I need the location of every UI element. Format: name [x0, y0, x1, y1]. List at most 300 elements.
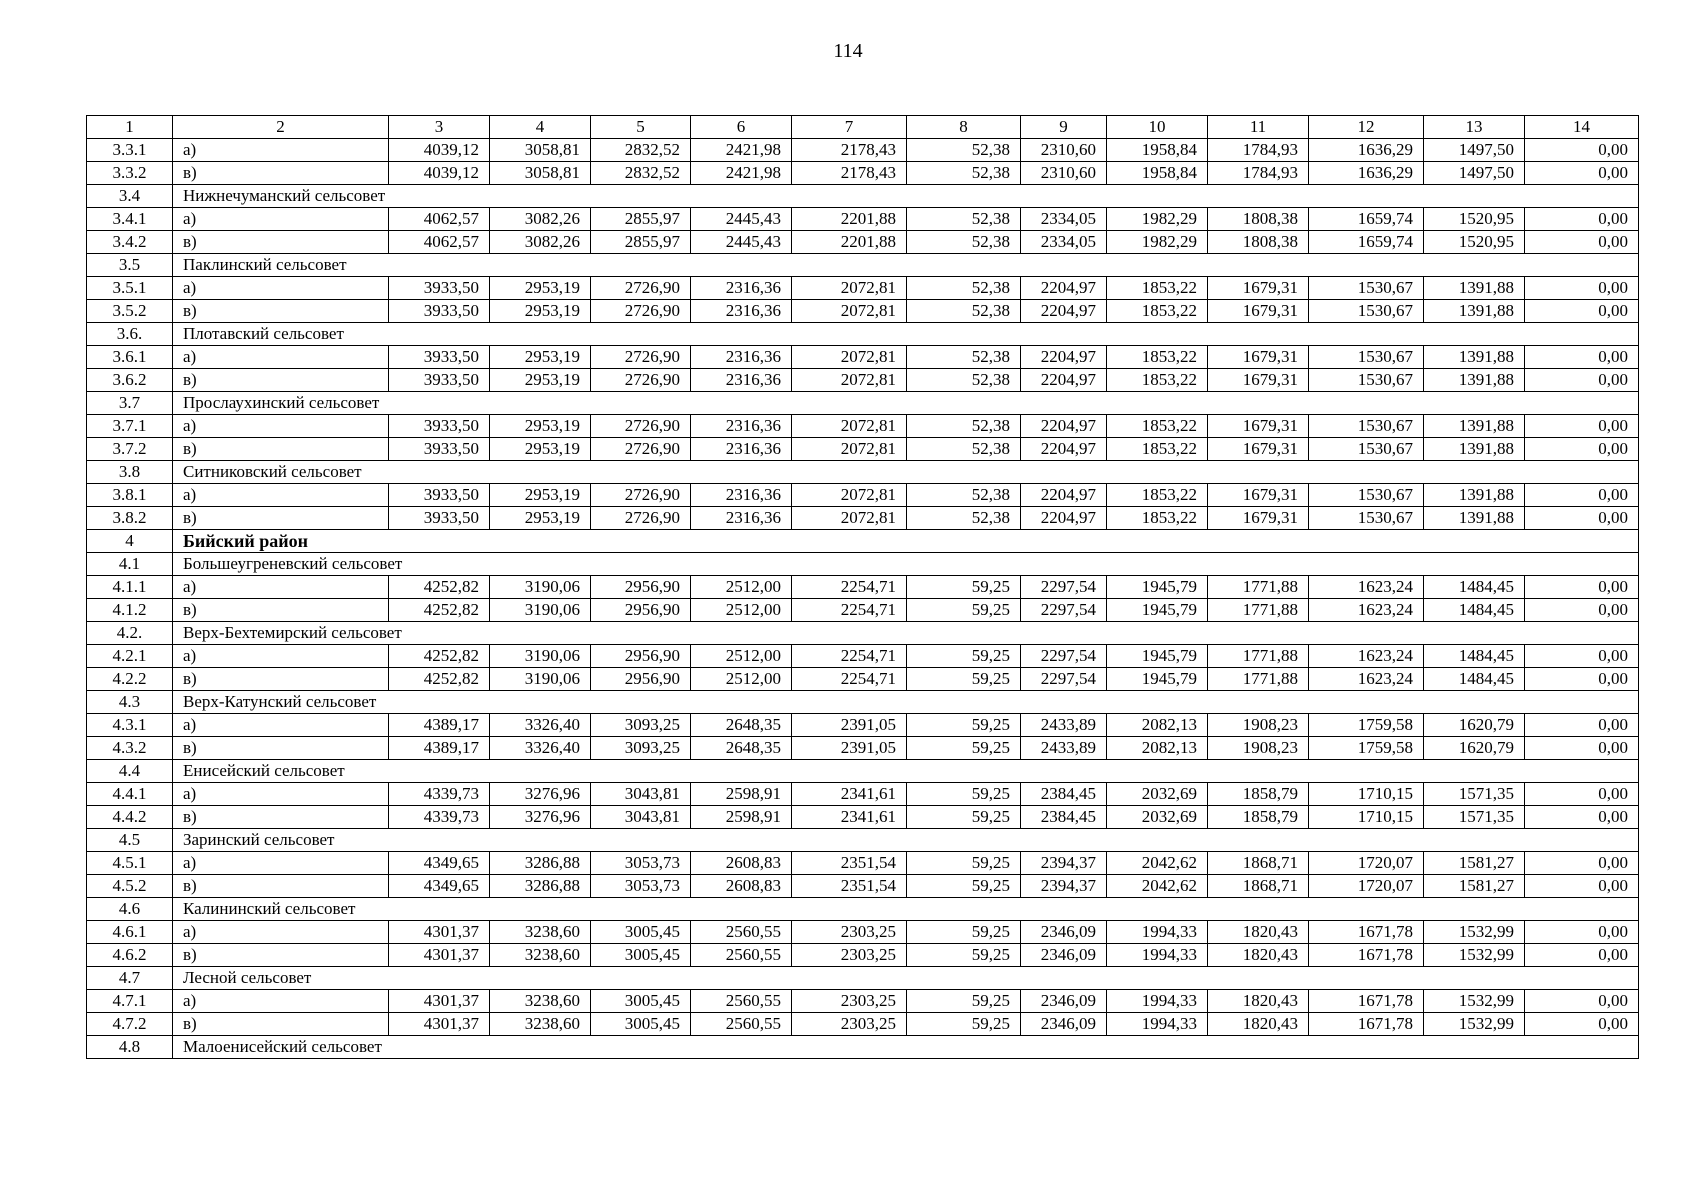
table-row — [87, 300, 1639, 323]
value-cell: 3276,96 — [490, 806, 591, 829]
value-cell: 2726,90 — [591, 415, 691, 438]
value-cell: 3043,81 — [591, 783, 691, 806]
value-cell: 4301,37 — [389, 1013, 490, 1036]
value-cell: 0,00 — [1525, 208, 1639, 231]
value-cell: 1391,88 — [1424, 507, 1525, 530]
value-cell: 2297,54 — [1021, 576, 1107, 599]
value-cell: 1720,07 — [1309, 852, 1424, 875]
value-cell: 1391,88 — [1424, 346, 1525, 369]
value-cell: 1532,99 — [1424, 944, 1525, 967]
value-cell: 59,25 — [907, 921, 1021, 944]
value-cell: 3093,25 — [591, 714, 691, 737]
value-cell: 0,00 — [1525, 231, 1639, 254]
value-cell: 3238,60 — [490, 921, 591, 944]
value-cell: 2384,45 — [1021, 806, 1107, 829]
value-cell: 2072,81 — [792, 507, 907, 530]
value-cell: 4301,37 — [389, 990, 490, 1013]
section-row — [87, 967, 1639, 990]
value-cell: 2953,19 — [490, 484, 591, 507]
value-cell: 1945,79 — [1107, 576, 1208, 599]
value-cell: 3933,50 — [389, 507, 490, 530]
table-row — [87, 806, 1639, 829]
row-label: в) — [173, 944, 389, 967]
value-cell: 1623,24 — [1309, 668, 1424, 691]
value-cell: 2512,00 — [691, 576, 792, 599]
value-cell: 2201,88 — [792, 208, 907, 231]
value-cell: 0,00 — [1525, 576, 1639, 599]
table-row — [87, 599, 1639, 622]
value-cell: 0,00 — [1525, 668, 1639, 691]
value-cell: 2953,19 — [490, 277, 591, 300]
value-cell: 52,38 — [907, 346, 1021, 369]
value-cell: 1994,33 — [1107, 1013, 1208, 1036]
value-cell: 2204,97 — [1021, 277, 1107, 300]
value-cell: 1994,33 — [1107, 990, 1208, 1013]
value-cell: 4252,82 — [389, 599, 490, 622]
value-cell: 2956,90 — [591, 668, 691, 691]
value-cell: 0,00 — [1525, 346, 1639, 369]
row-label: в) — [173, 162, 389, 185]
value-cell: 3005,45 — [591, 1013, 691, 1036]
value-cell: 1636,29 — [1309, 162, 1424, 185]
value-cell: 2560,55 — [691, 921, 792, 944]
value-cell: 1659,74 — [1309, 208, 1424, 231]
value-cell: 1671,78 — [1309, 921, 1424, 944]
value-cell: 4252,82 — [389, 645, 490, 668]
value-cell: 1391,88 — [1424, 300, 1525, 323]
value-cell: 52,38 — [907, 277, 1021, 300]
value-cell: 2201,88 — [792, 231, 907, 254]
value-cell: 2726,90 — [591, 346, 691, 369]
value-cell: 2953,19 — [490, 300, 591, 323]
value-cell: 0,00 — [1525, 783, 1639, 806]
value-cell: 1771,88 — [1208, 599, 1309, 622]
row-number: 3.5.2 — [87, 300, 173, 323]
value-cell: 59,25 — [907, 599, 1021, 622]
value-cell: 59,25 — [907, 990, 1021, 1013]
value-cell: 52,38 — [907, 139, 1021, 162]
value-cell: 2254,71 — [792, 668, 907, 691]
value-cell: 59,25 — [907, 668, 1021, 691]
section-row — [87, 461, 1639, 484]
value-cell: 0,00 — [1525, 645, 1639, 668]
value-cell: 1853,22 — [1107, 484, 1208, 507]
row-label: а) — [173, 277, 389, 300]
value-cell: 2297,54 — [1021, 599, 1107, 622]
value-cell: 2421,98 — [691, 162, 792, 185]
row-label: а) — [173, 346, 389, 369]
section-name: Заринский сельсовет — [173, 829, 1639, 852]
value-cell: 2956,90 — [591, 599, 691, 622]
row-number: 3.3.2 — [87, 162, 173, 185]
row-number: 3.5.1 — [87, 277, 173, 300]
row-number: 3.6.1 — [87, 346, 173, 369]
row-number: 4.2.1 — [87, 645, 173, 668]
value-cell: 2953,19 — [490, 507, 591, 530]
value-cell: 1808,38 — [1208, 231, 1309, 254]
table-row — [87, 944, 1639, 967]
value-cell: 4252,82 — [389, 668, 490, 691]
value-cell: 1820,43 — [1208, 921, 1309, 944]
value-cell: 2178,43 — [792, 162, 907, 185]
value-cell: 2316,36 — [691, 484, 792, 507]
value-cell: 3058,81 — [490, 162, 591, 185]
row-label: а) — [173, 990, 389, 1013]
value-cell: 2204,97 — [1021, 484, 1107, 507]
value-cell: 2512,00 — [691, 668, 792, 691]
value-cell: 0,00 — [1525, 507, 1639, 530]
value-cell: 2560,55 — [691, 1013, 792, 1036]
value-cell: 3933,50 — [389, 369, 490, 392]
value-cell: 1853,22 — [1107, 369, 1208, 392]
value-cell: 1858,79 — [1208, 783, 1309, 806]
table-row — [87, 369, 1639, 392]
value-cell: 3190,06 — [490, 645, 591, 668]
row-label: в) — [173, 875, 389, 898]
value-cell: 0,00 — [1525, 921, 1639, 944]
value-cell: 1532,99 — [1424, 990, 1525, 1013]
value-cell: 1994,33 — [1107, 944, 1208, 967]
table-row — [87, 484, 1639, 507]
value-cell: 4389,17 — [389, 714, 490, 737]
value-cell: 0,00 — [1525, 438, 1639, 461]
section-row — [87, 691, 1639, 714]
value-cell: 2445,43 — [691, 208, 792, 231]
value-cell: 2072,81 — [792, 346, 907, 369]
value-cell: 2433,89 — [1021, 737, 1107, 760]
value-cell: 4349,65 — [389, 852, 490, 875]
value-cell: 2726,90 — [591, 507, 691, 530]
value-cell: 4039,12 — [389, 162, 490, 185]
row-number: 3.4 — [87, 185, 173, 208]
value-cell: 1784,93 — [1208, 139, 1309, 162]
page-number: 114 — [833, 40, 863, 62]
section-row — [87, 760, 1639, 783]
row-number: 4.7.1 — [87, 990, 173, 1013]
value-cell: 1484,45 — [1424, 645, 1525, 668]
value-cell: 0,00 — [1525, 599, 1639, 622]
value-cell: 2204,97 — [1021, 438, 1107, 461]
value-cell: 1497,50 — [1424, 139, 1525, 162]
row-number: 3.4.1 — [87, 208, 173, 231]
value-cell: 1532,99 — [1424, 1013, 1525, 1036]
value-cell: 2445,43 — [691, 231, 792, 254]
value-cell: 2512,00 — [691, 599, 792, 622]
row-label: в) — [173, 300, 389, 323]
value-cell: 4062,57 — [389, 208, 490, 231]
value-cell: 2316,36 — [691, 346, 792, 369]
value-cell: 2072,81 — [792, 438, 907, 461]
tariff-table — [86, 115, 1639, 1059]
value-cell: 2394,37 — [1021, 875, 1107, 898]
value-cell: 1710,15 — [1309, 806, 1424, 829]
row-number: 4.5.1 — [87, 852, 173, 875]
row-number: 4.3.1 — [87, 714, 173, 737]
value-cell: 4062,57 — [389, 231, 490, 254]
table-row — [87, 875, 1639, 898]
value-cell: 59,25 — [907, 852, 1021, 875]
value-cell: 2512,00 — [691, 645, 792, 668]
value-cell: 1679,31 — [1208, 415, 1309, 438]
value-cell: 2608,83 — [691, 875, 792, 898]
value-cell: 1808,38 — [1208, 208, 1309, 231]
column-header: 11 — [1208, 116, 1309, 139]
value-cell: 2032,69 — [1107, 783, 1208, 806]
row-number: 3.5 — [87, 254, 173, 277]
column-header: 12 — [1309, 116, 1424, 139]
value-cell: 1520,95 — [1424, 231, 1525, 254]
value-cell: 1853,22 — [1107, 507, 1208, 530]
value-cell: 2254,71 — [792, 599, 907, 622]
row-number: 4 — [87, 530, 173, 553]
table-row — [87, 783, 1639, 806]
value-cell: 2391,05 — [792, 737, 907, 760]
value-cell: 2204,97 — [1021, 346, 1107, 369]
value-cell: 1530,67 — [1309, 438, 1424, 461]
value-cell: 2726,90 — [591, 277, 691, 300]
value-cell: 2351,54 — [792, 875, 907, 898]
table-row — [87, 990, 1639, 1013]
value-cell: 1945,79 — [1107, 668, 1208, 691]
value-cell: 1391,88 — [1424, 438, 1525, 461]
value-cell: 2204,97 — [1021, 415, 1107, 438]
value-cell: 1868,71 — [1208, 875, 1309, 898]
value-cell: 2303,25 — [792, 990, 907, 1013]
value-cell: 3326,40 — [490, 714, 591, 737]
value-cell: 0,00 — [1525, 714, 1639, 737]
value-cell: 52,38 — [907, 484, 1021, 507]
value-cell: 2303,25 — [792, 944, 907, 967]
value-cell: 1532,99 — [1424, 921, 1525, 944]
value-cell: 3005,45 — [591, 944, 691, 967]
column-header: 10 — [1107, 116, 1208, 139]
value-cell: 4039,12 — [389, 139, 490, 162]
row-number: 3.3.1 — [87, 139, 173, 162]
section-name: Малоенисейский сельсовет — [173, 1036, 1639, 1059]
section-row — [87, 898, 1639, 921]
value-cell: 2346,09 — [1021, 1013, 1107, 1036]
value-cell: 2648,35 — [691, 714, 792, 737]
column-header: 13 — [1424, 116, 1525, 139]
value-cell: 1958,84 — [1107, 162, 1208, 185]
value-cell: 59,25 — [907, 783, 1021, 806]
row-number: 4.5.2 — [87, 875, 173, 898]
district-name: Бийский район — [173, 530, 1639, 553]
value-cell: 3190,06 — [490, 576, 591, 599]
value-cell: 1659,74 — [1309, 231, 1424, 254]
value-cell: 52,38 — [907, 369, 1021, 392]
value-cell: 1945,79 — [1107, 645, 1208, 668]
value-cell: 1679,31 — [1208, 484, 1309, 507]
value-cell: 3238,60 — [490, 1013, 591, 1036]
row-number: 3.8.2 — [87, 507, 173, 530]
value-cell: 2726,90 — [591, 300, 691, 323]
table-row — [87, 162, 1639, 185]
value-cell: 3058,81 — [490, 139, 591, 162]
section-name: Плотавский сельсовет — [173, 323, 1639, 346]
value-cell: 3933,50 — [389, 300, 490, 323]
row-label: в) — [173, 668, 389, 691]
value-cell: 1784,93 — [1208, 162, 1309, 185]
value-cell: 1679,31 — [1208, 277, 1309, 300]
row-label: а) — [173, 714, 389, 737]
table-row — [87, 507, 1639, 530]
value-cell: 1671,78 — [1309, 944, 1424, 967]
row-number: 4.3.2 — [87, 737, 173, 760]
column-header: 1 — [87, 116, 173, 139]
value-cell: 3238,60 — [490, 944, 591, 967]
value-cell: 3286,88 — [490, 875, 591, 898]
value-cell: 0,00 — [1525, 162, 1639, 185]
value-cell: 1636,29 — [1309, 139, 1424, 162]
value-cell: 1530,67 — [1309, 415, 1424, 438]
section-name: Енисейский сельсовет — [173, 760, 1639, 783]
section-row — [87, 323, 1639, 346]
row-number: 3.7 — [87, 392, 173, 415]
column-header: 14 — [1525, 116, 1639, 139]
value-cell: 2334,05 — [1021, 231, 1107, 254]
value-cell: 2178,43 — [792, 139, 907, 162]
row-label: в) — [173, 438, 389, 461]
value-cell: 1484,45 — [1424, 576, 1525, 599]
value-cell: 2303,25 — [792, 921, 907, 944]
value-cell: 4339,73 — [389, 783, 490, 806]
value-cell: 2316,36 — [691, 438, 792, 461]
value-cell: 2832,52 — [591, 162, 691, 185]
value-cell: 2346,09 — [1021, 921, 1107, 944]
section-name: Ситниковский сельсовет — [173, 461, 1639, 484]
row-label: а) — [173, 576, 389, 599]
column-header: 4 — [490, 116, 591, 139]
value-cell: 2598,91 — [691, 783, 792, 806]
value-cell: 1391,88 — [1424, 277, 1525, 300]
value-cell: 2726,90 — [591, 438, 691, 461]
row-label: а) — [173, 139, 389, 162]
value-cell: 2391,05 — [792, 714, 907, 737]
value-cell: 1391,88 — [1424, 484, 1525, 507]
value-cell: 59,25 — [907, 944, 1021, 967]
section-row — [87, 185, 1639, 208]
row-number: 4.7 — [87, 967, 173, 990]
value-cell: 1853,22 — [1107, 277, 1208, 300]
value-cell: 2297,54 — [1021, 645, 1107, 668]
section-name: Лесной сельсовет — [173, 967, 1639, 990]
value-cell: 59,25 — [907, 645, 1021, 668]
row-label: в) — [173, 231, 389, 254]
table-row — [87, 346, 1639, 369]
value-cell: 2072,81 — [792, 300, 907, 323]
value-cell: 1671,78 — [1309, 990, 1424, 1013]
value-cell: 2042,62 — [1107, 852, 1208, 875]
value-cell: 2433,89 — [1021, 714, 1107, 737]
value-cell: 1908,23 — [1208, 714, 1309, 737]
value-cell: 0,00 — [1525, 300, 1639, 323]
row-label: в) — [173, 507, 389, 530]
value-cell: 2394,37 — [1021, 852, 1107, 875]
row-number: 4.1 — [87, 553, 173, 576]
value-cell: 1982,29 — [1107, 208, 1208, 231]
section-name: Верх-Катунский сельсовет — [173, 691, 1639, 714]
section-row — [87, 553, 1639, 576]
value-cell: 2956,90 — [591, 576, 691, 599]
value-cell: 1484,45 — [1424, 668, 1525, 691]
value-cell: 0,00 — [1525, 806, 1639, 829]
value-cell: 1771,88 — [1208, 576, 1309, 599]
row-number: 3.8 — [87, 461, 173, 484]
row-number: 4.4 — [87, 760, 173, 783]
row-number: 3.7.2 — [87, 438, 173, 461]
value-cell: 59,25 — [907, 737, 1021, 760]
value-cell: 52,38 — [907, 162, 1021, 185]
value-cell: 1710,15 — [1309, 783, 1424, 806]
column-header: 2 — [173, 116, 389, 139]
value-cell: 2421,98 — [691, 139, 792, 162]
value-cell: 1581,27 — [1424, 875, 1525, 898]
value-cell: 52,38 — [907, 208, 1021, 231]
value-cell: 2204,97 — [1021, 369, 1107, 392]
row-number: 3.7.1 — [87, 415, 173, 438]
value-cell: 0,00 — [1525, 369, 1639, 392]
row-number: 4.2.2 — [87, 668, 173, 691]
value-cell: 1671,78 — [1309, 1013, 1424, 1036]
value-cell: 52,38 — [907, 507, 1021, 530]
value-cell: 2855,97 — [591, 231, 691, 254]
value-cell: 3933,50 — [389, 415, 490, 438]
value-cell: 59,25 — [907, 714, 1021, 737]
value-cell: 59,25 — [907, 1013, 1021, 1036]
value-cell: 1530,67 — [1309, 300, 1424, 323]
value-cell: 1908,23 — [1208, 737, 1309, 760]
table-row — [87, 415, 1639, 438]
column-header: 3 — [389, 116, 490, 139]
value-cell: 52,38 — [907, 231, 1021, 254]
row-label: а) — [173, 645, 389, 668]
value-cell: 3082,26 — [490, 208, 591, 231]
value-cell: 2072,81 — [792, 415, 907, 438]
value-cell: 1853,22 — [1107, 300, 1208, 323]
row-label: а) — [173, 921, 389, 944]
value-cell: 3276,96 — [490, 783, 591, 806]
value-cell: 2855,97 — [591, 208, 691, 231]
value-cell: 3053,73 — [591, 875, 691, 898]
value-cell: 2303,25 — [792, 1013, 907, 1036]
row-number: 4.6.1 — [87, 921, 173, 944]
value-cell: 1759,58 — [1309, 737, 1424, 760]
value-cell: 1868,71 — [1208, 852, 1309, 875]
value-cell: 3238,60 — [490, 990, 591, 1013]
table-row — [87, 852, 1639, 875]
row-label: а) — [173, 208, 389, 231]
value-cell: 0,00 — [1525, 875, 1639, 898]
value-cell: 2316,36 — [691, 277, 792, 300]
value-cell: 1530,67 — [1309, 277, 1424, 300]
value-cell: 2254,71 — [792, 645, 907, 668]
value-cell: 3933,50 — [389, 438, 490, 461]
value-cell: 1530,67 — [1309, 507, 1424, 530]
value-cell: 2648,35 — [691, 737, 792, 760]
table-header-row — [87, 116, 1639, 139]
value-cell: 4301,37 — [389, 921, 490, 944]
value-cell: 1530,67 — [1309, 369, 1424, 392]
value-cell: 2956,90 — [591, 645, 691, 668]
value-cell: 2310,60 — [1021, 139, 1107, 162]
value-cell: 59,25 — [907, 875, 1021, 898]
row-label: в) — [173, 1013, 389, 1036]
row-number: 4.7.2 — [87, 1013, 173, 1036]
row-number: 4.5 — [87, 829, 173, 852]
value-cell: 1571,35 — [1424, 806, 1525, 829]
row-number: 4.3 — [87, 691, 173, 714]
